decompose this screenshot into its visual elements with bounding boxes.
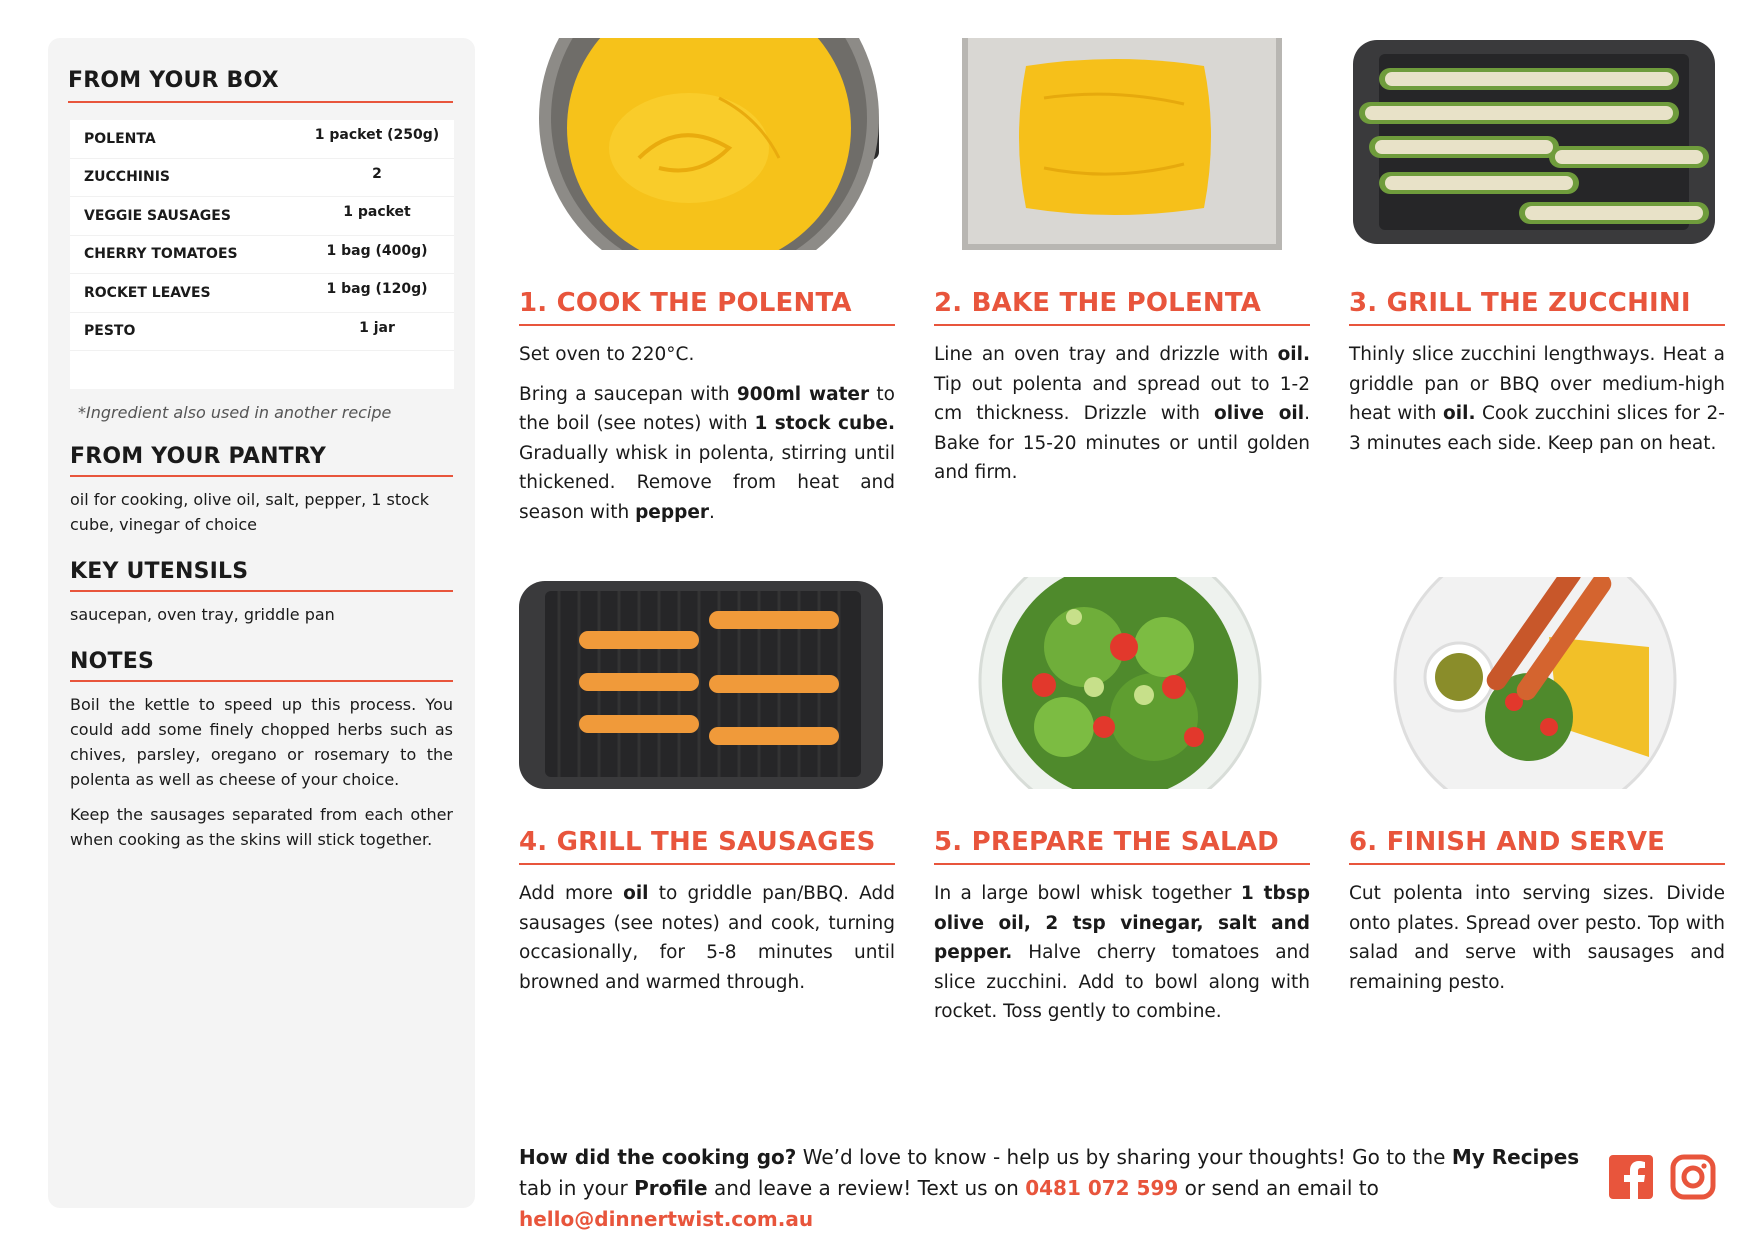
ingredient-qty: 2 [372,165,382,182]
notes-paragraph: Keep the sausages separated from each other when cooking as the skins will stick together. [70,805,453,849]
review-footer: How did the cooking go? We’d love to know - help us by sharing your thoughts! Go to the My Recipes tab in your Profile and leave a review! Text us on 0481 072 599 or send an email to hello@dinnertwist.com.au [519,1145,1580,1231]
utensils-section [70,559,453,627]
ingredient-qty: 1 packet (250g) [314,127,440,144]
polenta-saucepan-image [519,38,895,250]
table-row [70,159,454,198]
grilled-zucchini-image [1349,38,1725,250]
ingredients-sidebar [48,38,475,1208]
email-link[interactable]: hello@dinnertwist.com.au [519,1207,814,1231]
phone-link[interactable]: 0481 072 599 [1025,1176,1179,1200]
table-row [70,274,454,313]
step-text [1349,340,1725,458]
table-row [70,313,454,352]
plated-meal-image [1349,577,1725,789]
ingredient-name: PESTO [84,323,136,340]
step-paragraph: Add more oil to griddle pan/BBQ. Add sausages (see notes) and cook, turning occasionally, for 5-8 minutes until browned and warmed through. [519,883,895,993]
step-paragraph: Cut polenta into serving sizes. Divide onto plates. Spread over pesto. Top with salad and serve with sausages and remaining pesto. [1349,883,1725,993]
step-4 [519,577,895,997]
step-paragraph: Thinly slice zucchini lengthways. Heat a griddle pan or BBQ over medium-high heat with oil. Cook zucchini slices for 2-3 minutes each side. Keep pan on heat. [1349,344,1725,454]
pantry-text: oil for cooking, olive oil, salt, pepper, 1 stock cube, vinegar of choice [70,490,429,534]
step-text [934,879,1310,1027]
ingredients-table [70,120,454,389]
table-row [70,120,454,159]
notes-heading: NOTES [70,649,453,682]
step-text [1349,879,1725,997]
table-row [70,197,454,236]
step-paragraph: In a large bowl whisk together 1 tbsp olive oil, 2 tsp vinegar, salt and pepper. Halve cherry tomatoes and slice zucchini. Add to bowl along with rocket. Toss gently to combine. [934,883,1311,1022]
ingredient-qty: 1 packet [343,204,411,221]
facebook-icon[interactable] [1608,1154,1654,1200]
key-utensils-heading: KEY UTENSILS [70,559,453,592]
pantry-section [70,444,453,537]
step-5 [934,577,1310,1027]
ingredient-qty: 1 jar [359,319,395,336]
table-row-empty [70,351,454,389]
step-text [934,340,1310,488]
step-2 [934,38,1310,488]
ingredient-qty: 1 bag (120g) [326,281,428,298]
ingredient-name: ROCKET LEAVES [84,284,211,301]
ingredient-name: ZUCCHINIS [84,169,171,186]
ingredient-name: POLENTA [84,130,156,147]
grilled-sausages-image [519,577,895,789]
step-title: 5. PREPARE THE SALAD [934,827,1310,865]
from-your-pantry-heading: FROM YOUR PANTRY [70,444,453,477]
step-6 [1349,577,1725,997]
instagram-icon[interactable] [1670,1154,1716,1200]
step-title: 6. FINISH AND SERVE [1349,827,1725,865]
ingredient-name: CHERRY TOMATOES [84,246,238,263]
ingredient-footnote: *Ingredient also used in another recipe [78,403,392,422]
step-text [519,879,895,997]
step-title: 4. GRILL THE SAUSAGES [519,827,895,865]
step-text [519,340,895,527]
table-row [70,236,454,275]
step-paragraph: Line an oven tray and drizzle with oil. Tip out polenta and spread out to 1-2 cm thickness. Drizzle with olive oil. Bake for 15-20 minutes or until golden and firm. [934,344,1310,483]
step-title: 3. GRILL THE ZUCCHINI [1349,288,1725,326]
from-your-box-heading: FROM YOUR BOX [68,68,453,103]
step-paragraph: Set oven to 220°C. [519,344,695,365]
step-title: 1. COOK THE POLENTA [519,288,895,326]
polenta-tray-image [934,38,1310,250]
step-paragraph: Bring a saucepan with 900ml water to the boil (see notes) with 1 stock cube. Gradually whisk in polenta, stirring until thickened. Remove from heat and season with pepper. [519,383,895,523]
notes-section [70,649,453,852]
step-3 [1349,38,1725,458]
utensils-text: saucepan, oven tray, griddle pan [70,605,335,624]
salad-bowl-image [934,577,1310,789]
ingredient-name: VEGGIE SAUSAGES [84,207,231,224]
step-1 [519,38,895,527]
step-title: 2. BAKE THE POLENTA [934,288,1310,326]
ingredient-qty: 1 bag (400g) [326,242,428,259]
notes-paragraph: Boil the kettle to speed up this process. You could add some finely chopped herbs such as chives, parsley, oregano or rosemary to the polenta as well as cheese of your choice. [70,695,453,789]
